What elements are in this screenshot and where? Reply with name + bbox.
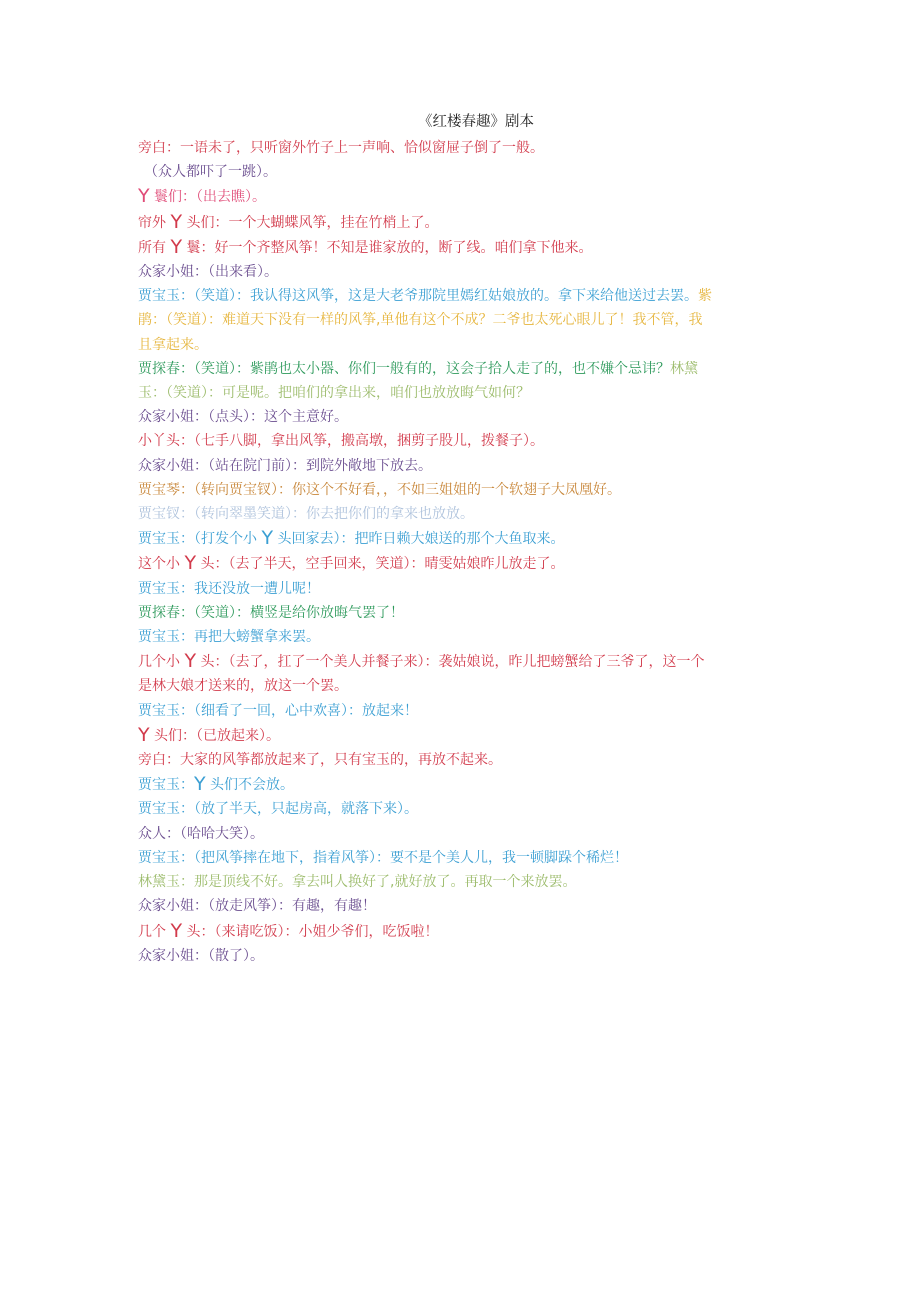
line-text: （众人都吓了一跳）。 xyxy=(144,164,277,181)
line-text: 贾宝玉：（把风筝摔在地下，指着风筝）：要不是个美人儿，我一顿脚跺个稀烂！ xyxy=(138,849,628,866)
line-text: 贾宝玉：Y 头们不会放。 xyxy=(138,773,295,796)
line-text-continuation: 林黛 xyxy=(670,360,698,377)
line-text: 贾宝琴：（转向贾宝钗）：你这个不好看，，不如三姐姐的一个软翅子大凤凰好。 xyxy=(138,481,621,498)
line-text: 所有 Y 鬟：好一个齐整风筝！不知是谁家放的，断了线。咱们拿下他来。 xyxy=(138,235,593,258)
line-text: 众家小姐：（点头）：这个主意好。 xyxy=(138,409,348,426)
script-line xyxy=(138,405,790,429)
line-text: Y 头们：（已放起来）。 xyxy=(138,723,281,746)
script-line xyxy=(138,357,790,381)
line-text-continuation: 紫 xyxy=(698,288,712,305)
script-line xyxy=(138,649,790,674)
script-line xyxy=(138,284,790,308)
script-line xyxy=(138,577,790,601)
line-text: 众家小姐：（散了）。 xyxy=(138,947,264,964)
line-text: 贾宝钗：（转向翠墨笑道）：你去把你们的拿来也放放。 xyxy=(138,506,474,523)
line-text: 玉：（笑道）：可是呢。把咱们的拿出来，咱们也放放晦气如何？ xyxy=(138,385,530,402)
line-text: 小丫头：（七手八脚，拿出风筝，搬高墩，捆剪子股儿，拨餐子）。 xyxy=(138,433,544,450)
line-text: 帘外 Y 头们：一个大蝴蝶风筝，挂在竹梢上了。 xyxy=(138,210,439,233)
script-line xyxy=(138,846,790,870)
line-text: 贾宝玉：我还没放一遭儿呢！ xyxy=(138,580,320,597)
line-text: 且拿起来。 xyxy=(138,336,208,353)
script-line xyxy=(138,381,790,405)
script-line xyxy=(138,723,790,748)
script-line xyxy=(138,526,790,551)
line-text: 众家小姐：（出来看）。 xyxy=(138,264,278,281)
script-line xyxy=(138,919,790,944)
script-line xyxy=(138,502,790,526)
line-text: 众人：（哈哈大笑）。 xyxy=(138,825,264,842)
script-line xyxy=(138,772,790,797)
line-text: 众家小姐：（放走风筝）：有趣，有趣！ xyxy=(138,898,376,915)
script-line xyxy=(138,822,790,846)
line-text: 是林大娘才送来的，放这一个罢。 xyxy=(138,678,348,695)
script-line xyxy=(138,260,790,284)
script-line xyxy=(138,699,790,723)
line-text: 众家小姐：（站在院门前）：到院外敞地下放去。 xyxy=(138,457,432,474)
line-text: 贾宝玉：（笑道）：我认得这风筝，这是大老爷那院里嫣红姑娘放的。拿下来给他送过去罢。 xyxy=(138,288,698,305)
line-text: 这个小 Y 头：（去了半天，空手回来，笑道）：晴雯姑娘昨儿放走了。 xyxy=(138,552,565,575)
script-line xyxy=(138,674,790,698)
script-line xyxy=(138,184,790,209)
line-text: 林黛玉：那是顶线不好。拿去叫人换好了,就好放了。再取一个来放罢。 xyxy=(138,874,577,891)
script-line xyxy=(138,136,790,160)
script-line xyxy=(138,333,790,357)
script-line xyxy=(138,210,790,235)
script-line xyxy=(138,160,790,184)
line-text: 几个 Y 头：（来请吃饭）：小姐少爷们，吃饭啦！ xyxy=(138,919,439,942)
script-line xyxy=(138,797,790,821)
line-text: 贾宝玉：（放了半天，只起房高，就落下来）。 xyxy=(138,801,418,818)
script-line xyxy=(138,235,790,260)
script-line xyxy=(138,551,790,576)
script-lines xyxy=(138,136,790,968)
script-line xyxy=(138,870,790,894)
script-line xyxy=(138,308,790,332)
line-text: 贾探春：（笑道）：横竖是给你放晦气罢了！ xyxy=(138,604,404,621)
script-line xyxy=(138,601,790,625)
script-line xyxy=(138,454,790,478)
script-line xyxy=(138,478,790,502)
script-line xyxy=(138,625,790,649)
script-line xyxy=(138,429,790,453)
line-text: 贾宝玉：（打发个小 Y 头回家去）：把昨日赖大娘送的那个大鱼取来。 xyxy=(138,527,565,550)
line-text: 贾探春：（笑道）：紫鹃也太小器、你们一般有的，这会子拾人走了的，也不嫌个忌讳？ xyxy=(138,360,670,377)
script-line xyxy=(138,748,790,772)
document-title: 《红楼春趣》剧本 xyxy=(418,114,534,130)
script-line xyxy=(138,894,790,918)
script-line xyxy=(138,944,790,968)
line-text: 几个小 Y 头：（去了，扛了一个美人并餐子来）：袭姑娘说，昨儿把螃蟹给了三爷了，这一个 xyxy=(138,650,705,673)
script-page xyxy=(138,112,790,968)
line-text: 旁白：一语未了，只听窗外竹子上一声响、恰似窗屉子倒了一般。 xyxy=(138,140,544,156)
line-text: 旁白：大家的风筝都放起来了，只有宝玉的，再放不起来。 xyxy=(138,752,502,769)
line-text: Y 鬟们：（出去瞧）。 xyxy=(138,185,267,208)
line-text: 贾宝玉：再把大螃蟹拿来罢。 xyxy=(138,629,320,646)
line-text: 贾宝玉：（细看了一回，心中欢喜）：放起来！ xyxy=(138,702,418,719)
line-text: 鹃：（笑道）：难道天下没有一样的风筝,单他有这个不成？二爷也太死心眼儿了！我不管，我 xyxy=(138,312,703,329)
